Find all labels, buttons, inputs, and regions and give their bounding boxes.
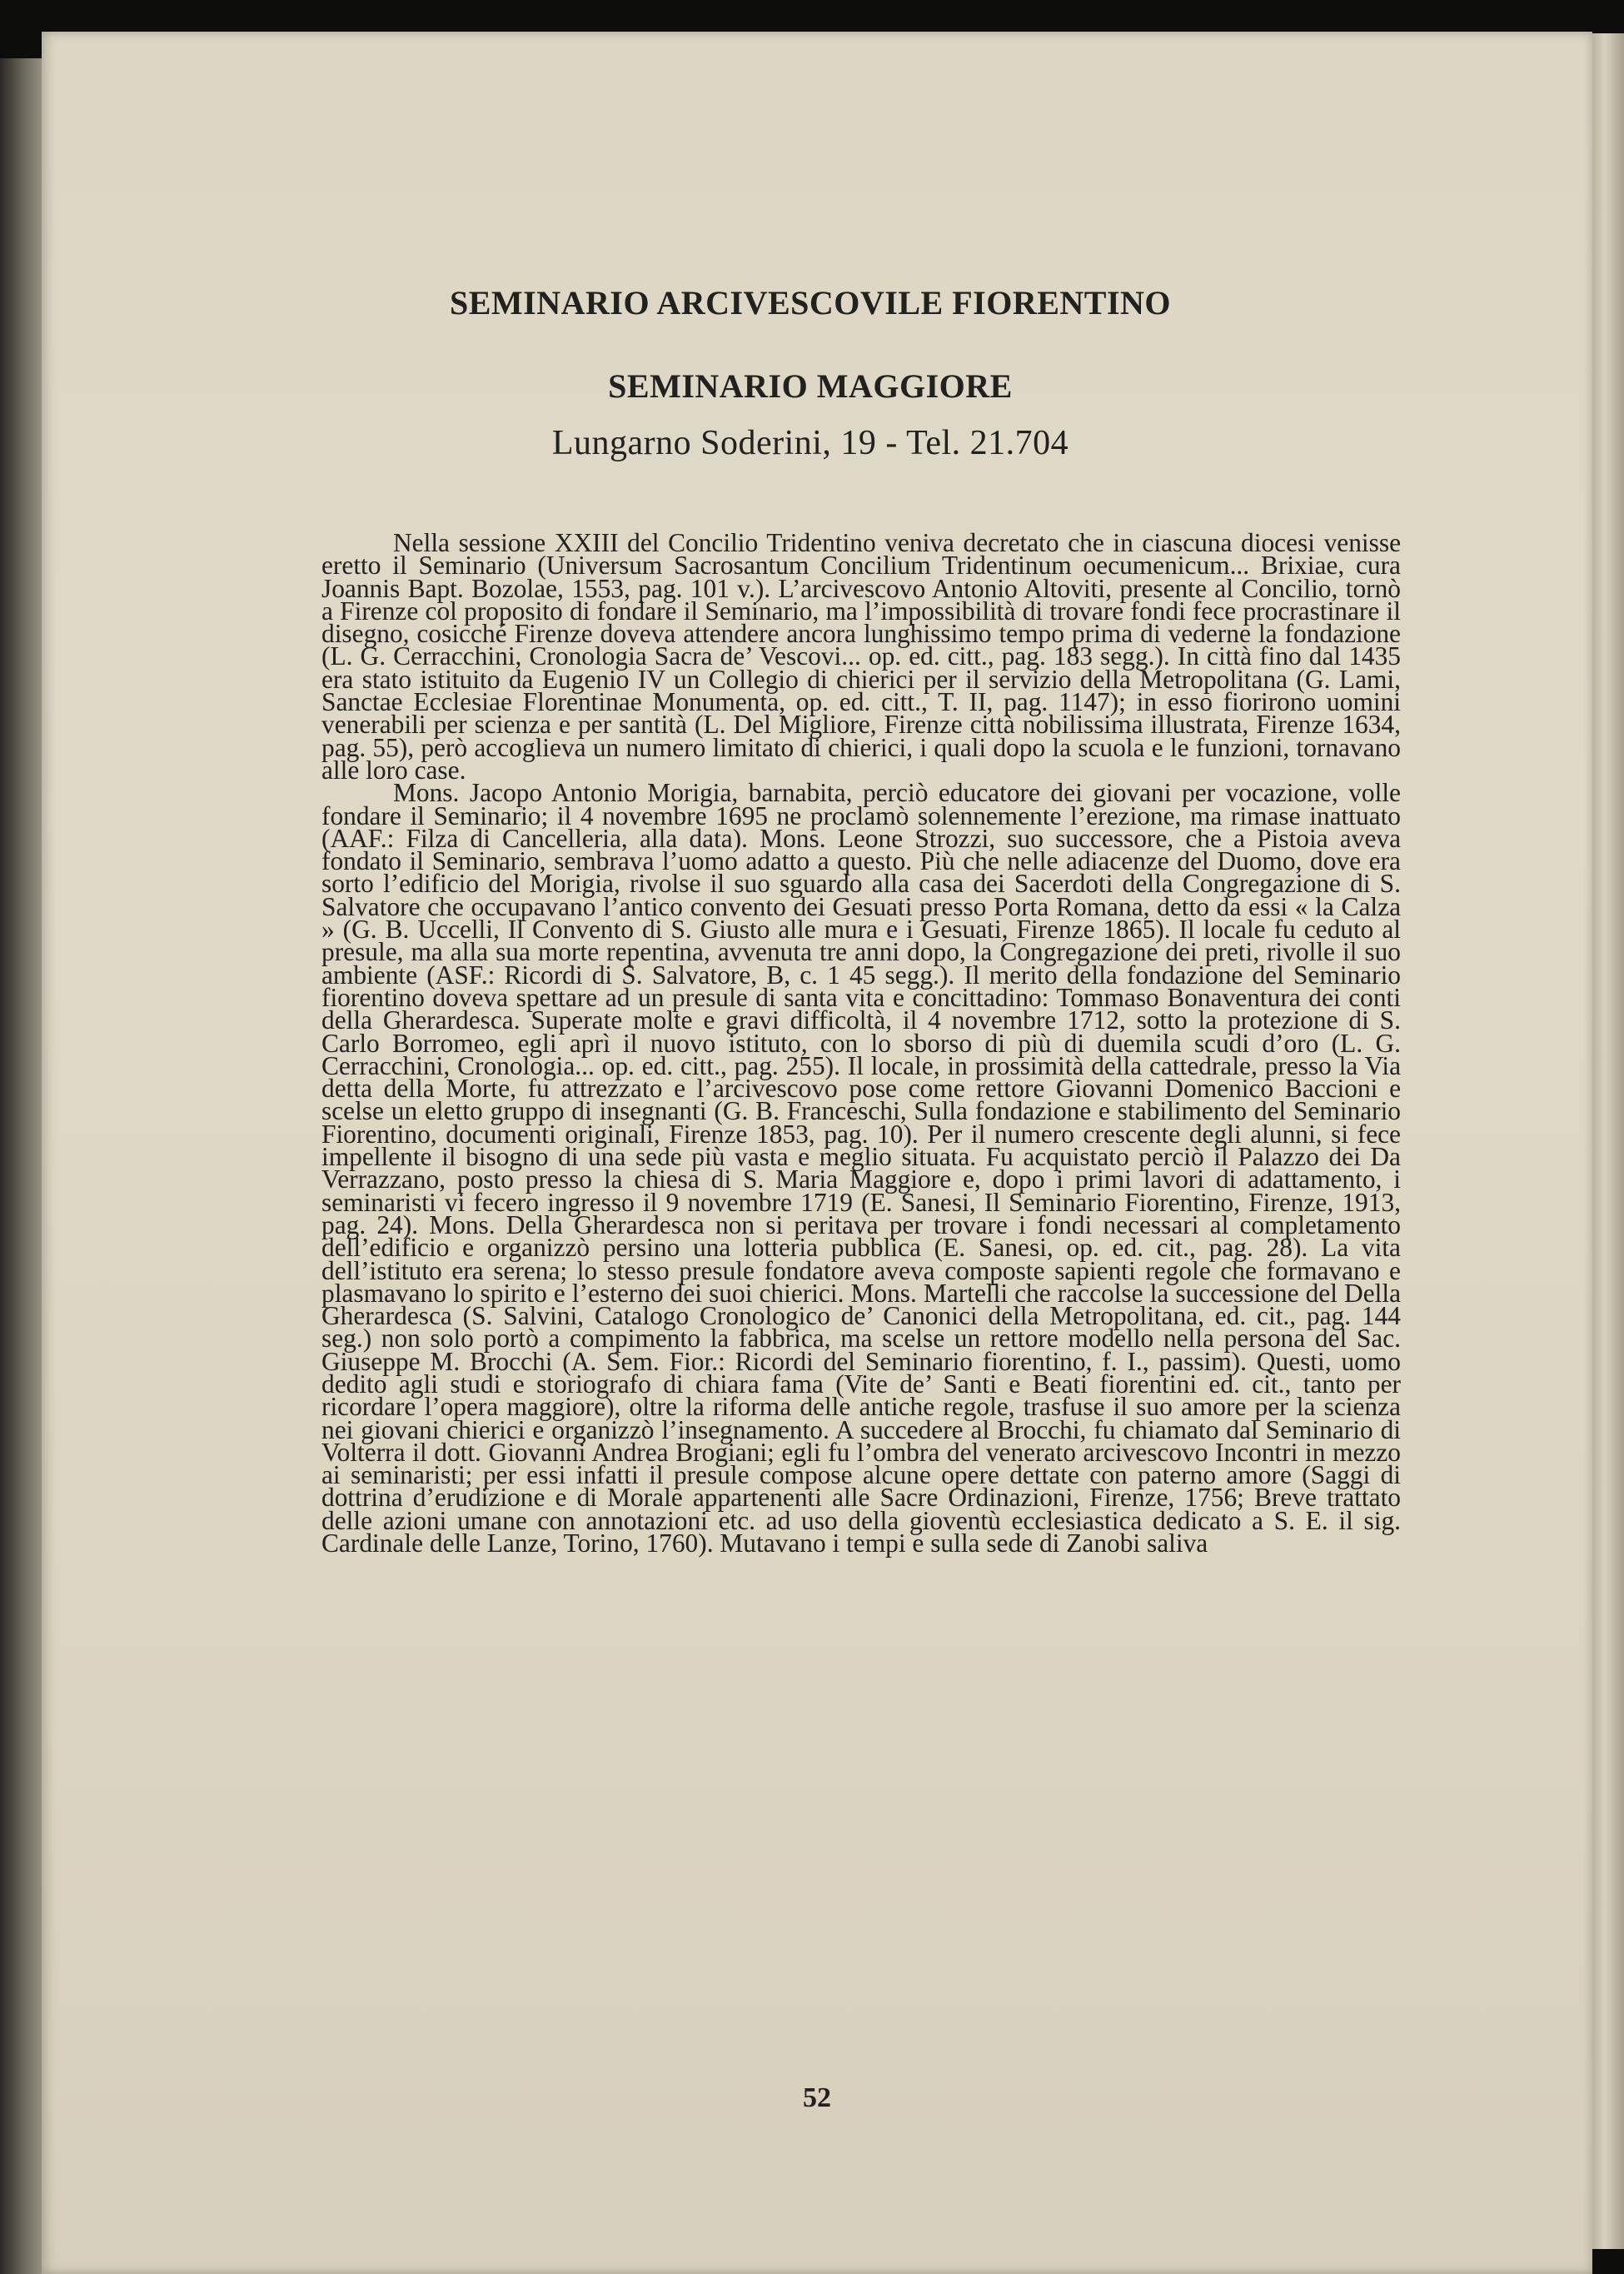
page-number: 52: [803, 2082, 831, 2113]
page-title: SEMINARIO ARCIVESCOVILE FIORENTINO: [449, 284, 1172, 322]
page-subtitle: SEMINARIO MAGGIORE: [608, 367, 1013, 405]
book-page: [42, 32, 1592, 2274]
paragraph-1: Nella sessione XXIII del Concilio Tridentino veniva decretato che in ciascuna diocesi venisse eretto il Seminario (Universum Sacrosantum Concilium Tridentinum oecumenicum... Brixiae, cura Joannis Bapt. Bozolae, 1553, pag. 101 v.). L’arcivescovo Antonio Altoviti, presente al Concilio, tornò a Firenze col proposito di fondare il Seminario, ma l’impossibilità di trovare fondi fece procrastinare il disegno, cosicché Firenze doveva attendere ancora lunghissimo tempo prima di vederne la fondazione (L. G. Cerracchini, Cronologia Sacra de’ Vescovi... op. ed. citt., pag. 183 segg.). In città fino dal 1435 era stato istituito da Eugenio IV un Collegio di chierici per il servizio della Metropolitana (G. Lami, Sanctae Ecclesiae Florentinae Monumenta, op. ed. citt., T. II, pag. 1147); in esso fiorirono uomini venerabili per scienza e per santità (L. Del Migliore, Firenze città nobilissima illustrata, Firenze 1634, pag. 55), però accoglieva un numero limitato di chierici, i quali dopo la scuola e le funzioni, tornavano alle loro case.: [321, 528, 1401, 785]
book-edge-right: [1592, 33, 1624, 2249]
paragraph-2: Mons. Jacopo Antonio Morigia, barnabita, perciò educatore dei giovani per vocazione, volle fondare il Seminario; il 4 novembre 1695 ne proclamò solennemente l’erezione, ma rimase inattuato (AAF.: Filza di Cancelleria, alla data). Mons. Leone Strozzi, suo successore, che a Pistoia aveva fondato il Seminario, sembrava l’uomo adatto a questo. Più che nelle adiacenze del Duomo, dove era sorto l’edificio del Morigia, rivolse il suo sguardo alla casa dei Sacerdoti della Congregazione di S. Salvatore che occupavano l’antico convento dei Gesuati presso Porta Romana, detto da essi « la Calza » (G. B. Uccelli, Il Convento di S. Giusto alle mura e i Gesuati, Firenze 1865). Il locale fu ceduto al presule, ma alla sua morte repentina, avvenuta tre anni dopo, la Congregazione dei preti, rivolle il suo ambiente (ASF.: Ricordi di S. Salvatore, B, c. 1 45 segg.). Il merito della fondazione del Seminario fiorentino doveva spettare ad un presule di santa vita e concittadino: Tommaso Bonaventura dei conti della Gherardesca. Superate molte e gravi difficoltà, il 4 novembre 1712, sotto la protezione di S. Carlo Borromeo, egli aprì il nuovo istituto, con lo sborso di più di duemila scudi d’oro (L. G. Cerracchini, Cronologia... op. ed. citt., pag. 255). Il locale, in prossimità della cattedrale, presso la Via detta della Morte, fu attrezzato e l’arcivescovo pose come rettore Giovanni Domenico Baccioni e scelse un eletto gruppo di insegnanti (G. B. Franceschi, Sulla fondazione e stabilimento del Seminario Fiorentino, documenti originali, Firenze 1853, pag. 10). Per il numero crescente degli alunni, si fece impellente il bisogno di una sede più vasta e meglio situata. Fu acquistato perciò il Palazzo dei Da Verrazzano, posto presso la chiesa di S. Maria Maggiore e, dopo i primi lavori di adattamento, i seminaristi vi fecero ingresso il 9 novembre 1719 (E. Sanesi, Il Seminario Fiorentino, Firenze, 1913, pag. 24). Mons. Della Gherardesca non si peritava per trovare i fondi necessari al completamento dell’edificio e organizzò persino una lotteria pubblica (E. Sanesi, op. ed. cit., pag. 28). La vita dell’istituto era serena; lo stesso presule fondatore aveva composte sapienti regole che formavano e plasmavano lo spirito e l’esterno dei suoi chierici. Mons. Martelli che raccolse la successione del Della Gherardesca (S. Salvini, Catalogo Cronologico de’ Canonici della Metropolitana, ed. cit., pag. 144 seg.) non solo portò a compimento la fabbrica, ma scelse un rettore modello nella persona del Sac. Giuseppe M. Brocchi (A. Sem. Fior.: Ricordi del Seminario fiorentino, f. I., passim). Questi, uomo dedito agli studi e storiografo di chiara fama (Vite de’ Santi e Beati fiorentini ed. cit., tanto per ricordare l’opera maggiore), oltre la riforma delle antiche regole, trasfuse il suo amore per la scienza nei giovani chierici e organizzò l’insegnamento. A succedere al Brocchi, fu chiamato dal Seminario di Volterra il dott. Giovanni Andrea Brogiani; egli fu l’ombra del venerato arcivescovo Incontri in mezzo ai seminaristi; per essi infatti il presule compose alcune opere dettate con paterno amore (Saggi di dottrina d’erudizione e di Morale appartenenti alle Sacre Ordinazioni, Firenze, 1756; Breve trattato delle azioni umane con annotazioni etc. ad uso della gioventù ecclesiastica dedicato a S. E. il sig. Cardinale delle Lanze, Torino, 1760). Mutavano i tempi e sulla sede di Zanobi saliva: [321, 778, 1401, 1558]
address-line: Lungarno Soderini, 19 - Tel. 21.704: [551, 424, 1069, 462]
body-text: [321, 528, 1401, 1558]
